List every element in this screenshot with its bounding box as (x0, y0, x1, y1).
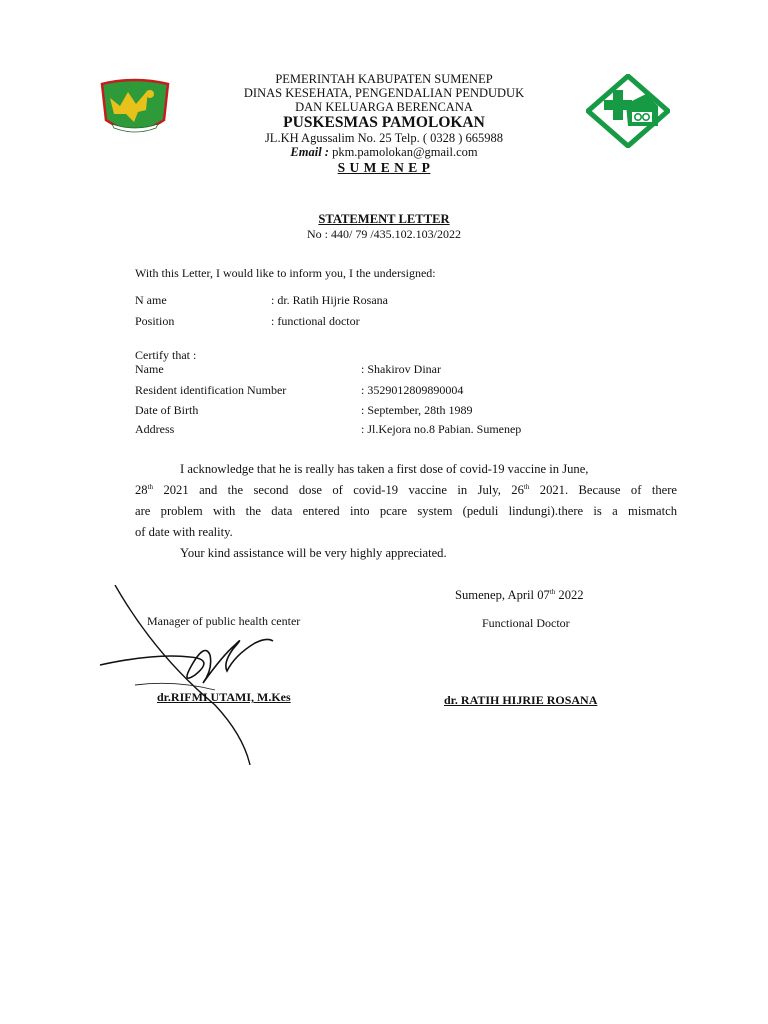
signer-name-value: : dr. Ratih Hijrie Rosana (271, 293, 388, 307)
subject-rin-value: : 3529012809890004 (361, 383, 464, 397)
left-signer-name: dr.RIFMI UTAMI, M.Kes (157, 690, 291, 704)
subject-name-label: Name (135, 362, 164, 376)
signer-position-label: Position (135, 314, 175, 328)
letterhead-email-line (200, 145, 568, 159)
right-signer-title: Functional Doctor (482, 616, 570, 630)
email-label: Email : (290, 145, 329, 159)
body-paragraph (135, 459, 677, 564)
signer-name-label: N ame (135, 293, 167, 307)
handwritten-signature-icon (95, 585, 285, 770)
letterhead-line-2: DINAS KESEHATA, PENGENDALIAN PENDUDUK (243, 86, 525, 100)
body-line-4: of date with reality. (135, 525, 233, 539)
body-closing: Your kind assistance will be very highly appreciated. (180, 546, 447, 560)
puskesmas-logo-icon (586, 74, 670, 148)
body-line-2: 28th 2021 and the second dose of covid-19 vaccine in July, 26th 2021. Because of there (135, 482, 677, 497)
subject-dob-value: : September, 28th 1989 (361, 403, 473, 417)
letterhead-address: JL.KH Agussalim No. 25 Telp. ( 0328 ) 665988 (264, 131, 504, 145)
subject-name-value: : Shakirov Dinar (361, 362, 441, 376)
sumenep-emblem-icon (96, 76, 174, 138)
letter-title: STATEMENT LETTER (318, 212, 450, 226)
body-line-1: I acknowledge that he is really has taken a first dose of covid-19 vaccine in June, (180, 462, 589, 476)
email-address: pkm.pamolokan@gmail.com (332, 145, 478, 159)
letterhead-city: S U M E N E P (337, 160, 431, 175)
letterhead-line-1: PEMERINTAH KABUPATEN SUMENEP (275, 72, 493, 86)
letter-number: No : 440/ 79 /435.102.103/2022 (306, 227, 461, 241)
letter-date: Sumenep, April 07th 2022 (455, 587, 584, 602)
intro-text: With this Letter, I would like to inform you, I the undersigned: (135, 266, 436, 280)
body-line-3: are problem with the data entered into pcare system (peduli lindungi).there is a mismatch (135, 504, 677, 518)
certify-label: Certify that : (135, 348, 197, 362)
left-signer-title: Manager of public health center (147, 614, 301, 628)
subject-rin-label: Resident identification Number (135, 383, 287, 397)
right-signer-name: dr. RATIH HIJRIE ROSANA (444, 693, 598, 707)
subject-address-label: Address (135, 422, 175, 436)
letterhead-line-3: DAN KELUARGA BERENCANA (295, 100, 473, 114)
institution-name: PUSKESMAS PAMOLOKAN (283, 114, 485, 131)
subject-dob-label: Date of Birth (135, 403, 199, 417)
subject-address-value: : Jl.Kejora no.8 Pabian. Sumenep (361, 422, 522, 436)
signer-position-value: : functional doctor (271, 314, 360, 328)
